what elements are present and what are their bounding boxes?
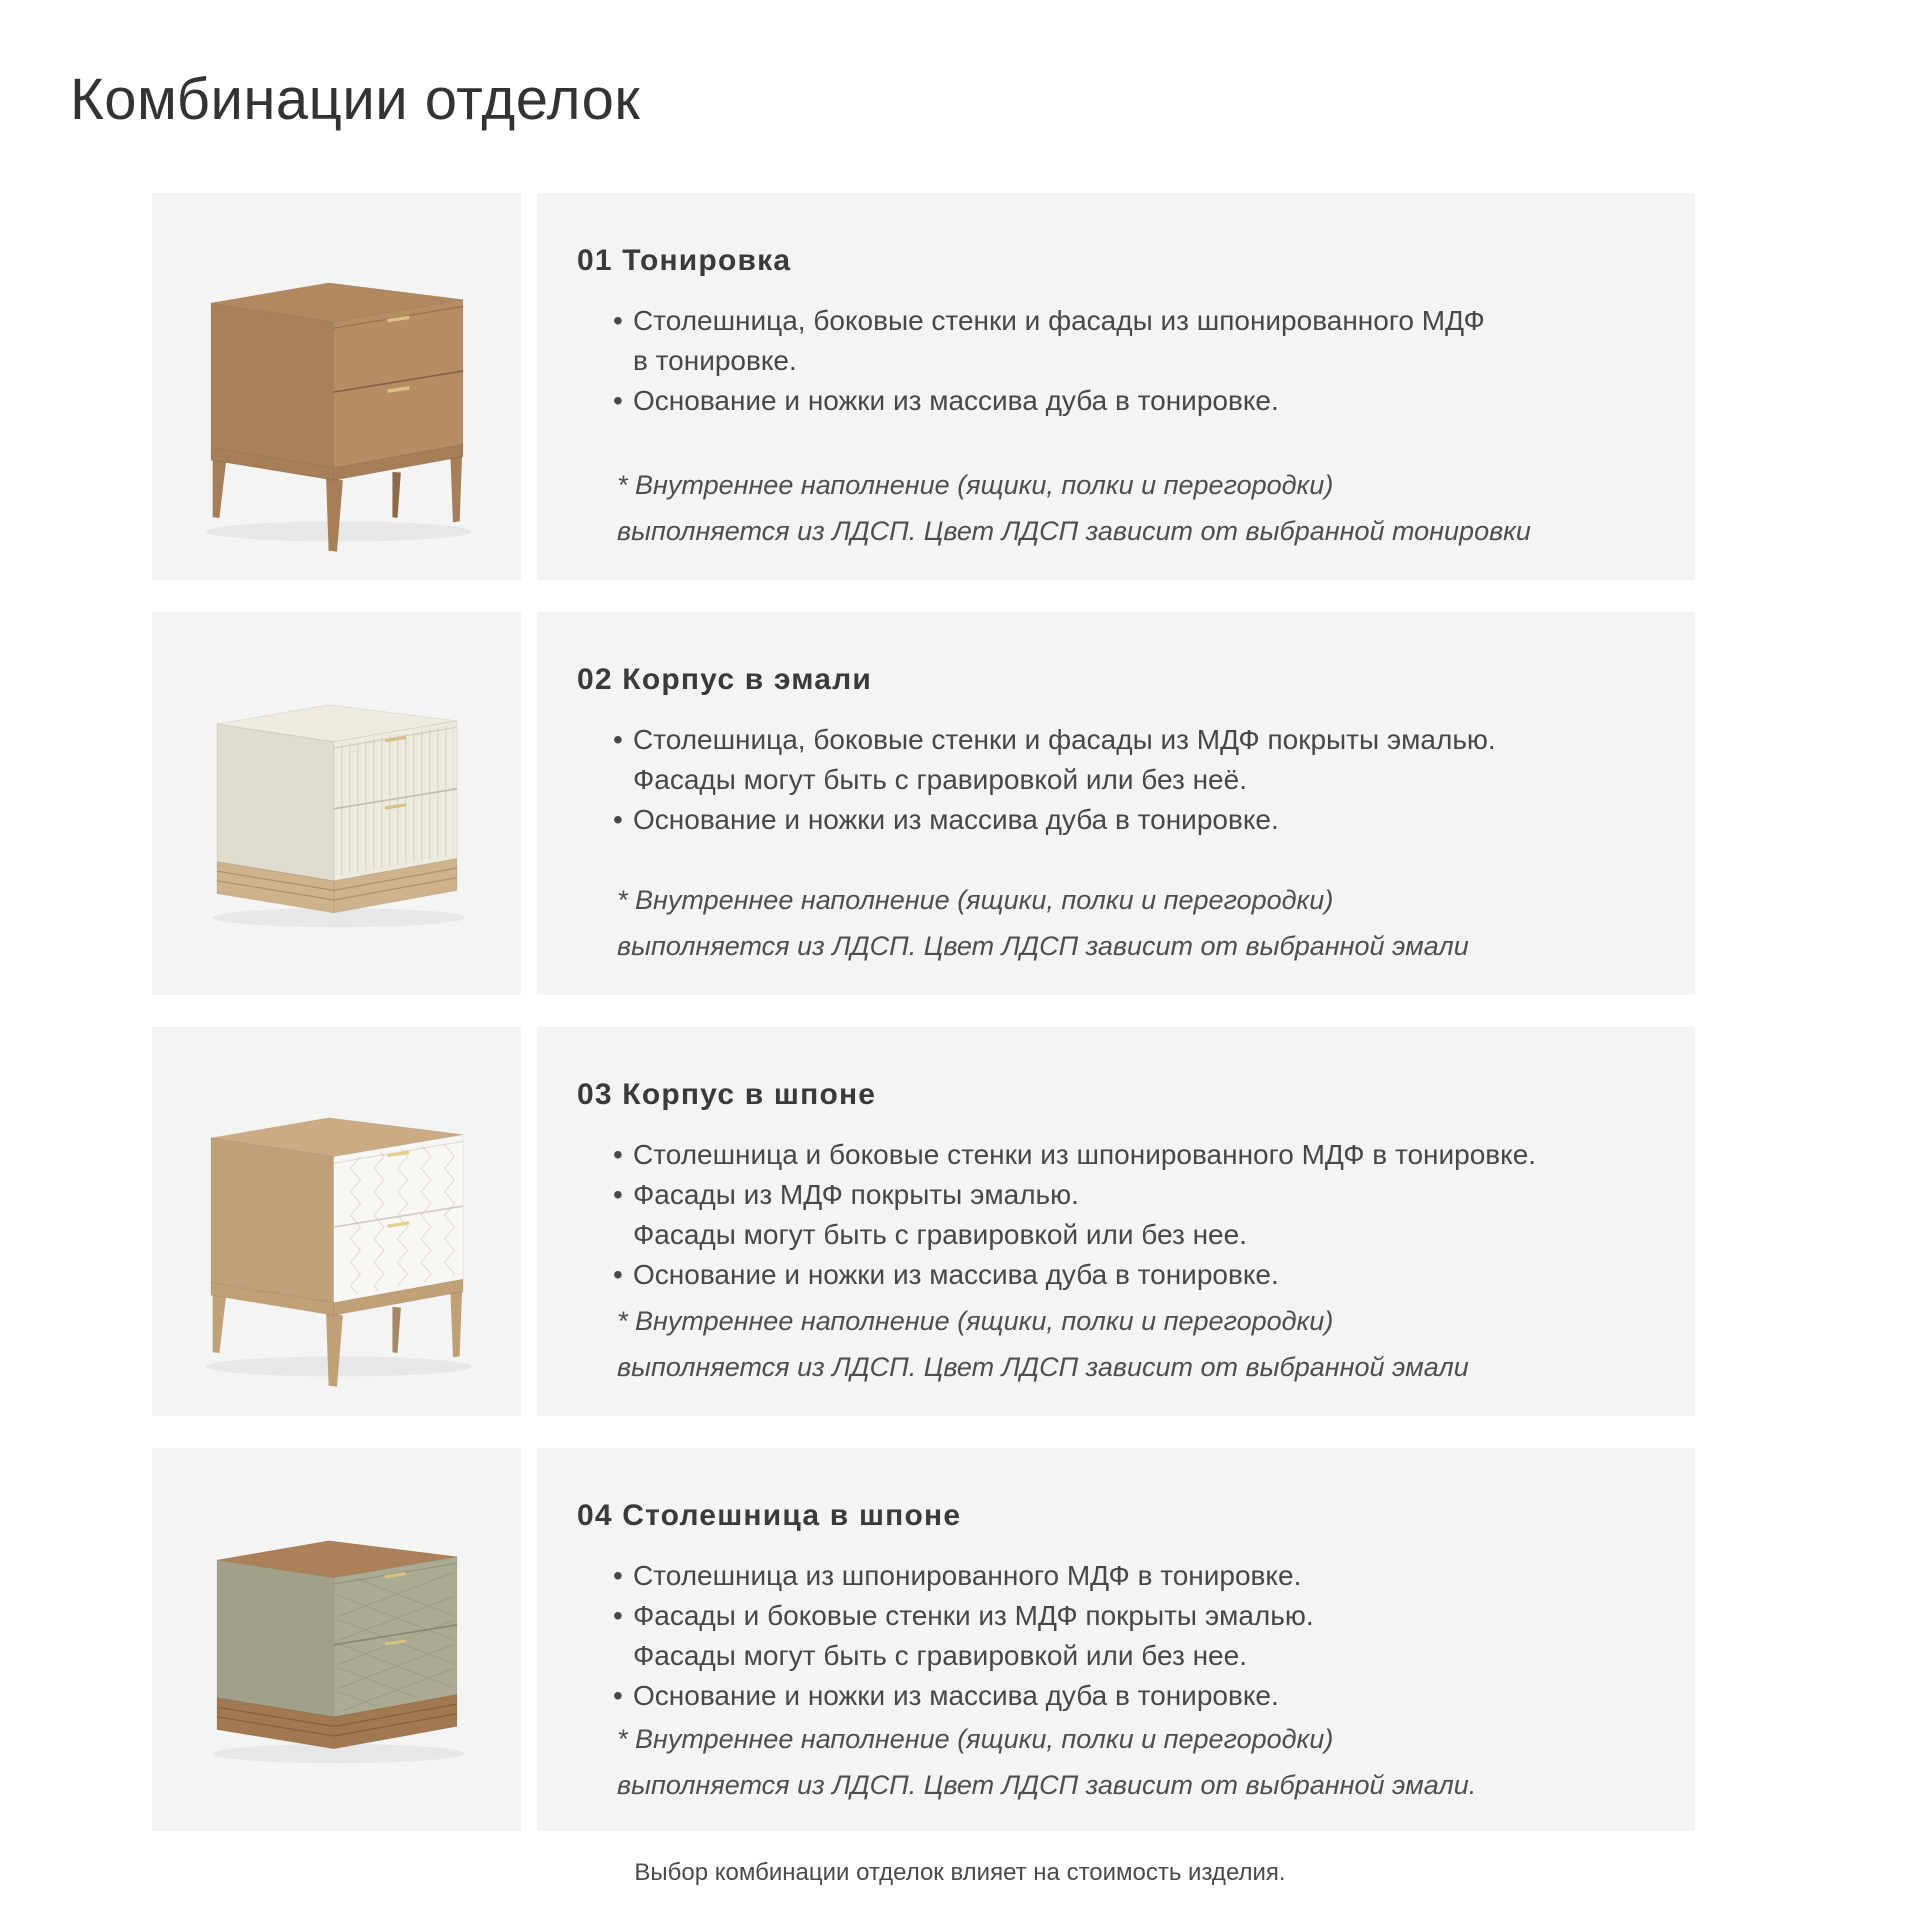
- nightstand-side-panel: [217, 724, 334, 881]
- nightstand-illustration-toned-veneer: [171, 219, 503, 555]
- leg-back-right-shade: [392, 1306, 400, 1352]
- bullet-item: [615, 1255, 1655, 1295]
- bullet-item: [615, 301, 1655, 381]
- leg-front-right: [450, 1288, 462, 1357]
- nightstand-illustration-olive-enamel-walnut-top: [171, 1480, 503, 1800]
- bullet-line: • Столешница и боковые стенки из шпонированного МДФ в тонировке.: [633, 1139, 1537, 1170]
- bullet-line: • Основание и ножки из массива дуба в тонировке.: [633, 804, 1279, 835]
- product-image-01: [152, 193, 521, 580]
- nightstand-side-panel: [211, 303, 334, 468]
- page-title: Комбинации отделок: [70, 67, 641, 132]
- leg-front-right: [450, 453, 462, 522]
- footer-note: Выбор комбинации отделок влияет на стоимость изделия.: [634, 1859, 1286, 1886]
- bullet-line: • Столешница из шпонированного МДФ в тонировке.: [633, 1560, 1302, 1591]
- footnote-line: выполняется из ЛДСП. Цвет ЛДСП зависит от выбранной эмали.: [617, 1770, 1477, 1800]
- bullet-line: • Основание и ножки из массива дуба в тонировке.: [633, 385, 1279, 416]
- bullet-line: • Основание и ножки из массива дуба в тонировке.: [633, 1259, 1279, 1290]
- footnote-line: * Внутреннее наполнение (ящики, полки и перегородки): [617, 885, 1334, 915]
- bullet-item: [615, 800, 1655, 840]
- finish-section-03: [152, 1027, 1695, 1416]
- footnote-02: [617, 877, 1655, 969]
- bullet-list-03: [577, 1135, 1655, 1295]
- finish-section-02: [152, 612, 1695, 995]
- footnote-line: выполняется из ЛДСП. Цвет ЛДСП зависит от выбранной тонировки: [617, 516, 1531, 546]
- leg-back-left: [212, 1293, 225, 1353]
- footnote-line: * Внутреннее наполнение (ящики, полки и перегородки): [617, 1306, 1334, 1336]
- bullet-line: • Фасады из МДФ покрыты эмалью.: [633, 1179, 1079, 1210]
- section-text-04: [537, 1448, 1695, 1831]
- bullet-item: [615, 381, 1655, 421]
- footnote-line: * Внутреннее наполнение (ящики, полки и перегородки): [617, 1724, 1334, 1754]
- section-text-02: [537, 612, 1695, 995]
- leg-back-right-shade: [392, 471, 400, 517]
- footnote-01: [617, 462, 1655, 554]
- bullet-line: • Фасады и боковые стенки из МДФ покрыты эмалью.: [633, 1600, 1314, 1631]
- section-text-03: [537, 1027, 1695, 1416]
- bullet-item: [615, 720, 1655, 800]
- product-image-02: [152, 612, 521, 995]
- finish-section-01: [152, 193, 1695, 580]
- section-heading-02: 02 Корпус в эмали: [577, 663, 873, 696]
- nightstand-illustration-veneer-body-white-fronts: [171, 1054, 503, 1390]
- bullet-line: • Основание и ножки из массива дуба в тонировке.: [633, 1680, 1279, 1711]
- bullet-item: [615, 1175, 1655, 1255]
- section-heading-04: 04 Столешница в шпоне: [577, 1499, 962, 1532]
- footnote-line: выполняется из ЛДСП. Цвет ЛДСП зависит от выбранной эмали: [617, 1352, 1469, 1382]
- bullet-list-01: [577, 301, 1655, 421]
- nightstand-side-panel: [217, 1560, 334, 1717]
- bullet-line: • Столешница, боковые стенки и фасады из МДФ покрыты эмалью.: [633, 724, 1496, 755]
- bullet-line: Фасады могут быть с гравировкой или без неё.: [633, 764, 1247, 795]
- footnote-03: [617, 1298, 1655, 1390]
- bullet-list-02: [577, 720, 1655, 840]
- bullet-item: [615, 1556, 1655, 1596]
- section-heading-01: 01 Тонировка: [577, 244, 792, 277]
- product-image-04: [152, 1448, 521, 1831]
- bullet-line: • Столешница, боковые стенки и фасады из шпонированного МДФ: [633, 305, 1485, 336]
- bullet-item: [615, 1135, 1655, 1175]
- nightstand-side-panel: [211, 1138, 334, 1303]
- section-text-01: [537, 193, 1695, 580]
- bullet-line: в тонировке.: [633, 345, 797, 376]
- footnote-04: [617, 1716, 1655, 1808]
- bullet-item: [615, 1596, 1655, 1676]
- finish-section-04: [152, 1448, 1695, 1831]
- section-heading-03: 03 Корпус в шпоне: [577, 1078, 877, 1111]
- bullet-list-04: [577, 1556, 1655, 1716]
- footnote-line: выполняется из ЛДСП. Цвет ЛДСП зависит от выбранной эмали: [617, 931, 1469, 961]
- bullet-item: [615, 1676, 1655, 1716]
- product-image-03: [152, 1027, 521, 1416]
- bullet-line: Фасады могут быть с гравировкой или без нее.: [633, 1219, 1247, 1250]
- leg-back-left: [212, 458, 225, 518]
- nightstand-illustration-enamel-body: [171, 644, 503, 964]
- bullet-line: Фасады могут быть с гравировкой или без нее.: [633, 1640, 1247, 1671]
- footnote-line: * Внутреннее наполнение (ящики, полки и перегородки): [617, 470, 1334, 500]
